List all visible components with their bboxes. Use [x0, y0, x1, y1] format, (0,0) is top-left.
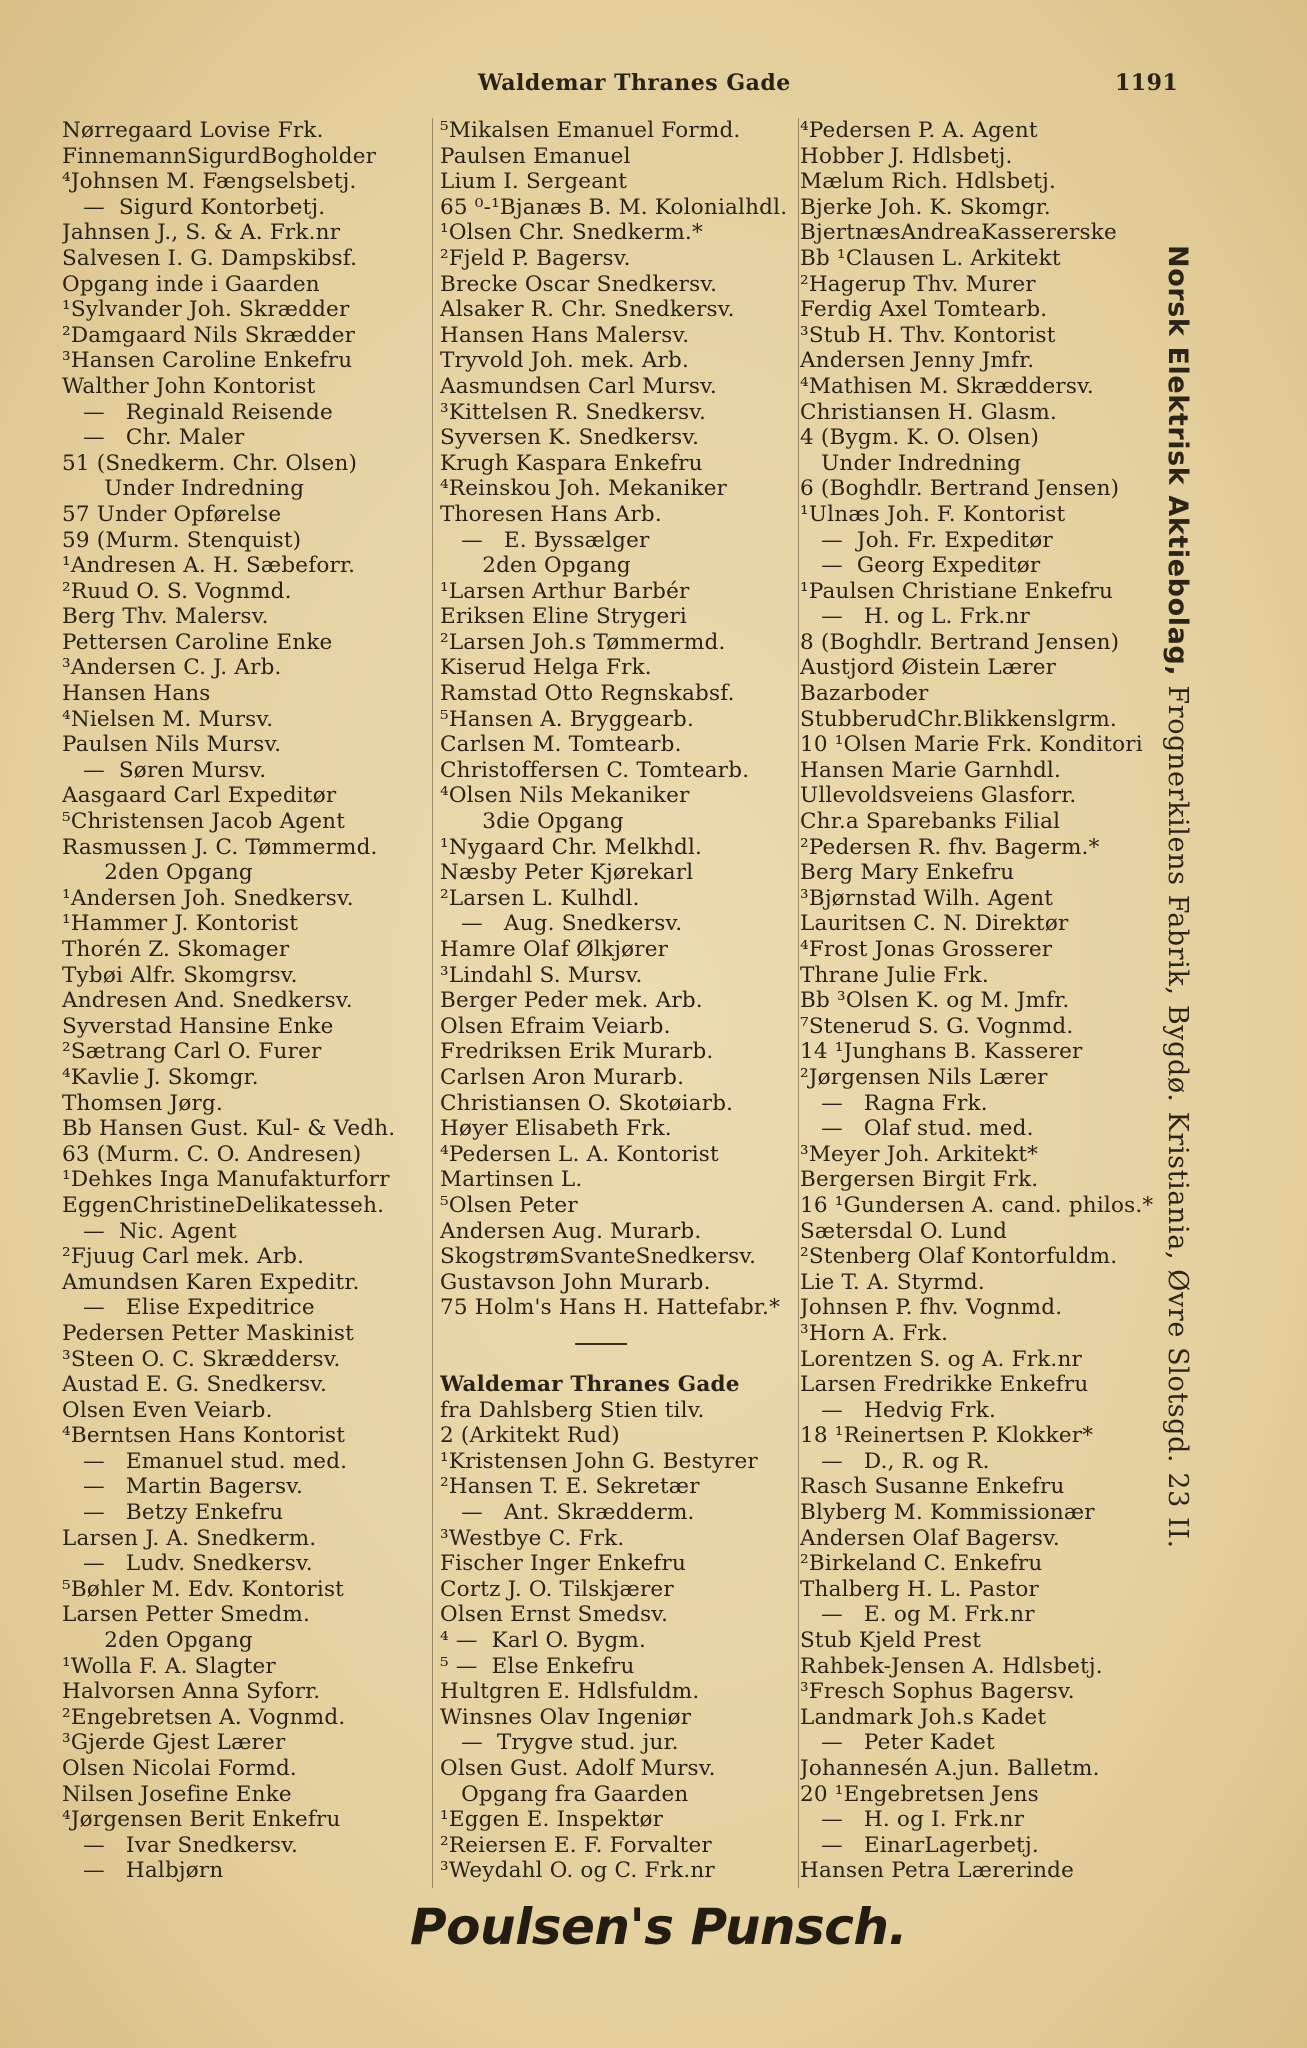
directory-entry: Syverstad Hansine Enke [62, 1013, 334, 1039]
directory-entry: ³Andersen C. J. Arb. [62, 655, 282, 681]
directory-entry: Ramstad Otto Regnskabsf. [440, 681, 735, 707]
directory-entry: Nørregaard Lovise Frk. [62, 118, 324, 143]
directory-entry: Bb ³Olsen K. og M. Jmfr. [800, 988, 1070, 1014]
directory-entry: — Ludv. Snedkersv. [62, 1551, 313, 1577]
directory-entry: ²Ruud O. S. Vognmd. [62, 578, 292, 604]
directory-entry: — Halbjørn [62, 1858, 224, 1884]
directory-entry: ²Jørgensen Nils Lærer [800, 1064, 1048, 1090]
directory-entry: ³Hansen Caroline Enkefru [62, 348, 353, 374]
directory-entry: — Hedvig Frk. [800, 1397, 997, 1423]
directory-entry: 59 (Murm. Stenquist) [62, 527, 302, 553]
directory-entry: ³Meyer Joh. Arkitekt* [800, 1141, 1039, 1167]
directory-entry: Høyer Elisabeth Frk. [440, 1116, 672, 1142]
directory-entry: Olsen Efraim Veiarb. [440, 1013, 671, 1039]
directory-entry: Hansen Hans [62, 681, 211, 707]
directory-entry: Bb Hansen Gust. Kul- & Vedh. [62, 1116, 396, 1142]
directory-entry: ¹Paulsen Christiane Enkefru [800, 578, 1114, 604]
directory-entry: ²Damgaard Nils Skrædder [62, 322, 356, 348]
directory-entry: Waldemar Thranes Gade [440, 1372, 740, 1398]
directory-entry: ¹Ulnæs Joh. F. Kontorist [800, 501, 1066, 527]
directory-entry: ²Hansen T. E. Sekretær [440, 1474, 700, 1500]
directory-entry: Olsen Even Veiarb. [62, 1397, 273, 1423]
directory-entry: Hansen Petra Lærerinde [800, 1858, 1075, 1884]
directory-entry: ¹Eggen E. Inspektør [440, 1807, 664, 1833]
directory-entry: ⁴Johnsen M. Fængselsbetj. [62, 169, 357, 195]
column-3 [800, 118, 1165, 1884]
directory-entry: ³Horn A. Frk. [800, 1320, 949, 1346]
directory-entry: Tybøi Alfr. Skomgrsv. [62, 962, 298, 988]
directory-entry: ⁴Kavlie J. Skomgr. [62, 1064, 259, 1090]
directory-entry: ¹Wolla F. A. Slagter [62, 1653, 276, 1679]
directory-entry: Paulsen Nils Mursv. [62, 732, 282, 758]
directory-entry: Landmark Joh.s Kadet [800, 1704, 1047, 1730]
directory-entry: Winsnes Olav Ingeniør [440, 1704, 692, 1730]
directory-entry: ³Fresch Sophus Bagersv. [800, 1679, 1075, 1705]
directory-entry: Jahnsen J., S. & A. Frk.nr [62, 220, 341, 246]
directory-entry: ⁵Hansen A. Bryggearb. [440, 706, 695, 732]
directory-entry: 4 (Bygm. K. O. Olsen) [800, 425, 1040, 451]
directory-entry: ²Stenberg Olaf Kontorfuldm. [800, 1244, 1118, 1270]
directory-entry: ¹Nygaard Chr. Melkhdl. [440, 834, 703, 860]
directory-entry: ⁴Berntsen Hans Kontorist [62, 1423, 346, 1449]
directory-entry: Thorén Z. Skomager [62, 937, 290, 962]
directory-entry: — Ivar Snedkersv. [62, 1832, 299, 1858]
directory-entry: Walther John Kontorist [62, 373, 316, 399]
directory-entry: ⁴Pedersen P. A. Agent [800, 118, 1038, 143]
directory-entry: — Emanuel stud. med. [62, 1448, 348, 1474]
directory-entry: ³Gjerde Gjest Lærer [62, 1730, 286, 1756]
directory-entry: ¹Andresen A. H. Sæbeforr. [62, 553, 356, 579]
directory-entry: Syversen K. Snedkersv. [440, 425, 700, 451]
directory-entry: 2den Opgang [62, 860, 253, 886]
directory-entry: Nilsen Josefine Enke [62, 1781, 292, 1807]
directory-entry: Amundsen Karen Expeditr. [62, 1269, 360, 1295]
directory-entry: — H. og L. Frk.nr [800, 604, 1030, 630]
directory-entry: ³Westbye C. Frk. [440, 1525, 625, 1551]
directory-entry: Rahbek-Jensen A. Hdlsbetj. [800, 1653, 1103, 1679]
directory-entry: Hansen Hans Malersv. [440, 322, 690, 348]
directory-entry: Christiansen H. Glasm. [800, 399, 1058, 425]
directory-entry: ²Reiersen E. F. Forvalter [440, 1832, 712, 1858]
directory-entry: StubberudChr.Blikkenslgrm. [800, 706, 1117, 732]
page-number: 1191 [1115, 70, 1179, 96]
directory-entry: Under Indredning [62, 476, 305, 502]
side-banner-address: Frognerkilens Fabrik, Bygdø. Kristiania, Øvre Slotsgd. 23 II. [1162, 676, 1193, 1549]
directory-entry: Eriksen Eline Strygeri [440, 604, 687, 630]
directory-entry: EggenChristineDelikatesseh. [62, 1192, 385, 1218]
directory-entry: — E. Byssælger [440, 527, 650, 553]
directory-entry: Halvorsen Anna Syforr. [62, 1679, 321, 1705]
directory-entry: Aasgaard Carl Expeditør [62, 783, 337, 809]
directory-entry: Tryvold Joh. mek. Arb. [440, 348, 690, 374]
directory-entry: — Peter Kadet [800, 1730, 995, 1756]
directory-entry: 2 (Arkitekt Rud) [440, 1423, 620, 1449]
directory-entry: ³Stub H. Thv. Kontorist [800, 322, 1056, 348]
directory-entry: ⁴Nielsen M. Mursv. [62, 706, 274, 732]
directory-entry: ⁵Bøhler M. Edv. Kontorist [62, 1576, 345, 1602]
directory-entry: Fischer Inger Enkefru [440, 1551, 687, 1577]
directory-entry: 2den Opgang [440, 553, 631, 579]
directory-entry: fra Dahlsberg Stien tilv. [440, 1397, 705, 1423]
directory-entry [440, 1347, 800, 1373]
directory-entry: Alsaker R. Chr. Snedkersv. [440, 297, 735, 323]
directory-entry: — H. og I. Frk.nr [800, 1807, 1025, 1833]
directory-entry: ⁴Reinskou Joh. Mekaniker [440, 476, 728, 502]
directory-entry: ⁵Olsen Peter [440, 1192, 578, 1218]
directory-entry: Austad E. G. Snedkersv. [62, 1372, 328, 1398]
directory-entry: Blyberg M. Kommissionær [800, 1500, 1095, 1526]
directory-entry: ¹Kristensen John G. Bestyrer [440, 1448, 758, 1474]
directory-entry: Larsen Fredrikke Enkefru [800, 1372, 1089, 1398]
directory-entry: — Søren Mursv. [62, 757, 267, 783]
directory-entry: 10 ¹Olsen Marie Frk. Konditori [800, 732, 1143, 758]
directory-entry: SkogstrømSvanteSnedkersv. [440, 1244, 757, 1270]
directory-entry: Johnsen P. fhv. Vognmd. [800, 1295, 1063, 1321]
directory-entry: ⁴Frost Jonas Grosserer [800, 937, 1053, 962]
directory-entry: Thrane Julie Frk. [800, 962, 989, 988]
directory-entry: ¹Sylvander Joh. Skrædder [62, 297, 350, 323]
directory-entry: — Ragna Frk. [800, 1090, 988, 1116]
directory-entry: — Sigurd Kontorbetj. [62, 194, 326, 220]
directory-entry: ²Pedersen R. fhv. Bagerm.* [800, 834, 1100, 860]
directory-entry: Stub Kjeld Prest [800, 1628, 982, 1654]
directory-entry: Mælum Rich. Hdlsbetj. [800, 169, 1057, 195]
directory-entry: Gustavson John Murarb. [440, 1269, 711, 1295]
directory-entry: ²Sætrang Carl O. Furer [62, 1039, 322, 1065]
directory-entry: 20 ¹Engebretsen Jens [800, 1781, 1039, 1807]
directory-entry: Martinsen L. [440, 1167, 583, 1193]
directory-entry: ¹Dehkes Inga Manufakturforr [62, 1167, 390, 1193]
directory-entry: Chr.a Sparebanks Filial [800, 809, 1061, 835]
directory-entry: Olsen Nicolai Formd. [62, 1756, 297, 1781]
directory-entry: 63 (Murm. C. O. Andresen) [62, 1141, 362, 1167]
directory-entry: ¹Hammer J. Kontorist [62, 911, 299, 937]
directory-entry: — Joh. Fr. Expeditør [800, 527, 1053, 553]
directory-entry: Thomsen Jørg. [62, 1090, 223, 1116]
directory-entry: Hultgren E. Hdlsfuldm. [440, 1679, 700, 1705]
directory-entry: Berg Mary Enkefru [800, 860, 1015, 886]
side-banner-company: Norsk Elektrisk Aktiebolag, [1162, 245, 1193, 677]
directory-entry: Andersen Aug. Murarb. [440, 1218, 702, 1244]
directory-entry: Hamre Olaf Ølkjører [440, 937, 669, 962]
directory-entry: ⁷Stenerud S. G. Vognmd. [800, 1013, 1074, 1039]
directory-entry: ²Fjeld P. Bagersv. [440, 245, 631, 271]
directory-entry: — Nic. Agent [62, 1218, 237, 1244]
directory-entry: BjertnæsAndreaKassererske [800, 220, 1117, 246]
directory-entry: Lauritsen C. N. Direktør [800, 911, 1069, 937]
directory-entry: ⁴ — Karl O. Bygm. [440, 1628, 647, 1654]
directory-entry: Rasch Susanne Enkefru [800, 1474, 1065, 1500]
directory-entry: 65 ⁰-¹Bjanæs B. M. Kolonialhdl. [440, 194, 788, 220]
directory-entry: Carlsen M. Tomtearb. [440, 732, 682, 758]
directory-entry: — Elise Expeditrice [62, 1295, 315, 1321]
directory-entry: ³Lindahl S. Mursv. [440, 962, 643, 988]
directory-entry: 51 (Snedkerm. Chr. Olsen) [62, 450, 358, 476]
directory-entry: Andersen Olaf Bagersv. [800, 1525, 1060, 1551]
directory-entry: ⁵Christensen Jacob Agent [62, 809, 346, 835]
directory-entry: FinnemannSigurdBogholder [62, 143, 377, 169]
directory-entry: ⁴Jørgensen Berit Enkefru [62, 1807, 341, 1833]
bottom-advertisement: Poulsen's Punsch. [410, 1898, 908, 1956]
directory-entry: Thoresen Hans Arb. [440, 501, 662, 527]
directory-entry: — EinarLagerbetj. [800, 1832, 1039, 1858]
directory-entry: — Trygve stud. jur. [440, 1730, 679, 1756]
directory-entry: — E. og M. Frk.nr [800, 1602, 1035, 1628]
directory-entry: — Olaf stud. med. [800, 1116, 1034, 1142]
directory-entry: — D., R. og R. [800, 1448, 990, 1474]
directory-entry: Hobber J. Hdlsbetj. [800, 143, 1013, 169]
directory-entry: Bazarboder [800, 681, 929, 707]
directory-entry: Opgang fra Gaarden [440, 1781, 689, 1807]
directory-entry: 2den Opgang [62, 1628, 253, 1654]
directory-entry: ²Fjuug Carl mek. Arb. [62, 1244, 305, 1270]
side-advertisement-banner [1162, 245, 1193, 1549]
section-separator [575, 1343, 627, 1345]
directory-entry: Cortz J. O. Tilskjærer [440, 1576, 674, 1602]
directory-entry: Salvesen I. G. Dampskibsf. [62, 245, 358, 271]
directory-entry: Olsen Gust. Adolf Mursv. [440, 1756, 716, 1781]
street-heading: Waldemar Thranes Gade [478, 70, 791, 96]
directory-entry: — Chr. Maler [62, 425, 245, 451]
directory-entry: ³Steen O. C. Skræddersv. [62, 1346, 341, 1372]
directory-entry: ²Hagerup Thv. Murer [800, 271, 1036, 297]
directory-entry: Hansen Marie Garnhdl. [800, 757, 1062, 783]
directory-entry: — Ant. Skrædderm. [440, 1500, 695, 1526]
directory-entry: Olsen Ernst Smedsv. [440, 1602, 669, 1628]
directory-entry: Lorentzen S. og A. Frk.nr [800, 1346, 1082, 1372]
directory-entry: ²Larsen L. Kulhdl. [440, 885, 640, 911]
directory-entry: Opgang inde i Gaarden [62, 271, 320, 297]
directory-entry: Christiansen O. Skotøiarb. [440, 1090, 734, 1116]
directory-entry: Lium I. Sergeant [440, 169, 628, 195]
directory-entry: Larsen Petter Smedm. [62, 1602, 310, 1628]
directory-entry: ²Larsen Joh.s Tømmermd. [440, 629, 726, 655]
directory-entry: Pedersen Petter Maskinist [62, 1320, 354, 1346]
directory-entry: Bb ¹Clausen L. Arkitekt [800, 245, 1061, 271]
directory-entry: ⁴Mathisen M. Skræddersv. [800, 373, 1094, 399]
directory-entry: Pettersen Caroline Enke [62, 629, 333, 655]
directory-entry: ³Weydahl O. og C. Frk.nr [440, 1858, 715, 1884]
directory-entry: Andersen Jenny Jmfr. [800, 348, 1035, 374]
directory-entry: Carlsen Aron Murarb. [440, 1064, 685, 1090]
column-1 [62, 118, 432, 1884]
directory-entry: Berg Thv. Malersv. [62, 604, 269, 630]
directory-entry: Fredriksen Erik Murarb. [440, 1039, 714, 1065]
directory-entry: 8 (Boghdlr. Bertrand Jensen) [800, 629, 1120, 655]
directory-entry: 16 ¹Gundersen A. cand. philos.* [800, 1192, 1154, 1218]
directory-entry: Sætersdal O. Lund [800, 1218, 1008, 1244]
directory-entry: Larsen J. A. Snedkerm. [62, 1525, 317, 1551]
directory-entry: ²Birkeland C. Enkefru [800, 1551, 1043, 1577]
directory-entry: Lie T. A. Styrmd. [800, 1269, 985, 1295]
directory-entry: Paulsen Emanuel [440, 143, 631, 169]
directory-entry: ⁴Pedersen L. A. Kontorist [440, 1141, 719, 1167]
directory-entry: 57 Under Opførelse [62, 501, 282, 527]
directory-entry: ²Engebretsen A. Vognmd. [62, 1704, 346, 1730]
directory-entry: — Betzy Enkefru [62, 1500, 284, 1526]
directory-entry: 14 ¹Junghans B. Kasserer [800, 1039, 1083, 1065]
directory-entry: Krugh Kaspara Enkefru [440, 450, 703, 476]
directory-entry: ¹Olsen Chr. Snedkerm.* [440, 220, 703, 246]
directory-entry: — Georg Expeditør [800, 553, 1041, 579]
directory-entry: Austjord Øistein Lærer [800, 655, 1057, 681]
directory-entry: ¹Larsen Arthur Barbér [440, 578, 690, 604]
directory-entry: Bjerke Joh. K. Skomgr. [800, 194, 1051, 220]
directory-entry: — Martin Bagersv. [62, 1474, 304, 1500]
column-2 [440, 118, 800, 1884]
directory-entry: 6 (Boghdlr. Bertrand Jensen) [800, 476, 1120, 502]
directory-entry: Brecke Oscar Snedkersv. [440, 271, 718, 297]
directory-entry: — Reginald Reisende [62, 399, 333, 425]
directory-entry: Bergersen Birgit Frk. [800, 1167, 1039, 1193]
directory-entry: 3die Opgang [440, 809, 624, 835]
directory-entry: Christoffersen C. Tomtearb. [440, 757, 750, 783]
directory-entry: Næsby Peter Kjørekarl [440, 860, 694, 886]
directory-entry: Kiserud Helga Frk. [440, 655, 652, 681]
directory-entry: ³Bjørnstad Wilh. Agent [800, 885, 1054, 911]
directory-entry: — Aug. Snedkersv. [440, 911, 683, 937]
directory-entry: 75 Holm's Hans H. Hattefabr.* [440, 1295, 781, 1321]
directory-entry: Aasmundsen Carl Mursv. [440, 373, 717, 399]
directory-entry: ¹Andersen Joh. Snedkersv. [62, 885, 354, 911]
directory-entry: Thalberg H. L. Pastor [800, 1576, 1040, 1602]
column-divider-left [432, 118, 433, 1888]
directory-entry: Ullevoldsveiens Glasforr. [800, 783, 1077, 809]
directory-entry: Andresen And. Snedkersv. [62, 988, 353, 1014]
directory-entry: Berger Peder mek. Arb. [440, 988, 703, 1014]
directory-entry: Rasmussen J. C. Tømmermd. [62, 834, 378, 860]
directory-entry: ⁵Mikalsen Emanuel Formd. [440, 118, 741, 143]
directory-entry: ⁴Olsen Nils Mekaniker [440, 783, 690, 809]
directory-entry: Ferdig Axel Tomtearb. [800, 297, 1048, 323]
directory-entry: 18 ¹Reinertsen P. Klokker* [800, 1423, 1094, 1449]
directory-entry: ⁵ — Else Enkefru [440, 1653, 635, 1679]
directory-entry: Johannesén A.jun. Balletm. [800, 1756, 1100, 1781]
directory-entry: Under Indredning [800, 450, 1022, 476]
directory-entry: ³Kittelsen R. Snedkersv. [440, 399, 707, 425]
